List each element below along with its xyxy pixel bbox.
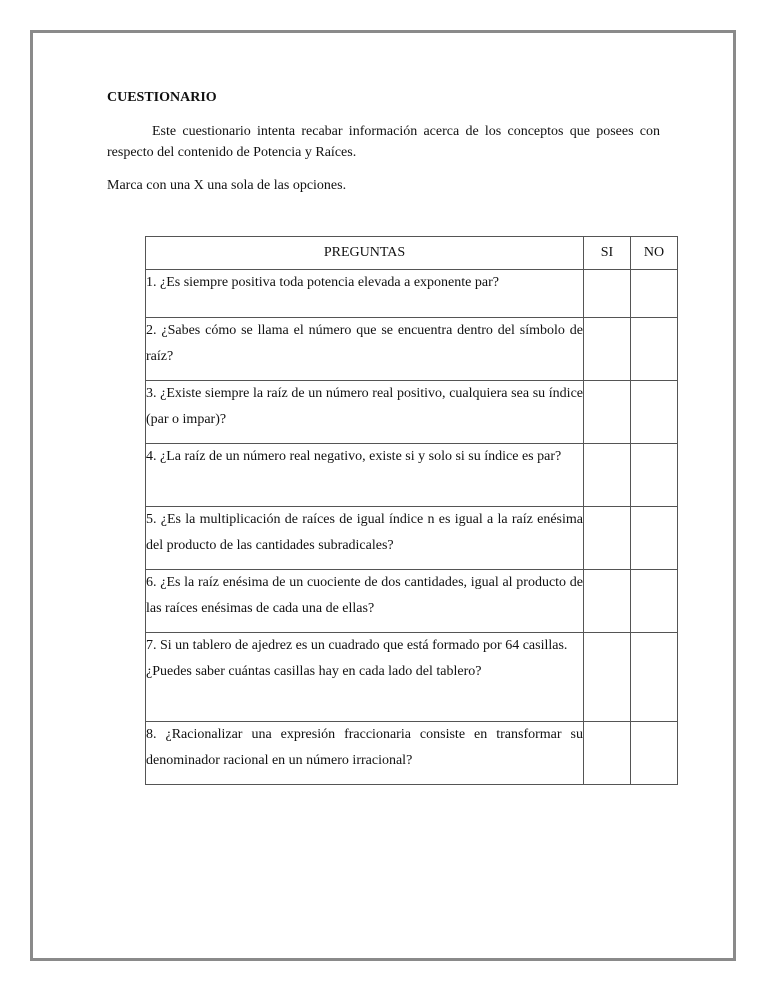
header-si: SI [584, 237, 631, 270]
answer-no-3[interactable] [631, 381, 678, 444]
question-1: 1. ¿Es siempre positiva toda potencia elevada a exponente par? [146, 270, 584, 318]
question-5: 5. ¿Es la multiplicación de raíces de igual índice n es igual a la raíz enésima del producto de las cantidades subradicales? [146, 507, 584, 570]
answer-no-5[interactable] [631, 507, 678, 570]
answer-si-5[interactable] [584, 507, 631, 570]
answer-si-8[interactable] [584, 722, 631, 785]
answer-no-1[interactable] [631, 270, 678, 318]
table-row [146, 722, 678, 785]
table-row [146, 444, 678, 507]
answer-no-6[interactable] [631, 570, 678, 633]
question-4: 4. ¿La raíz de un número real negativo, existe si y solo si su índice es par? [146, 444, 584, 507]
answer-si-3[interactable] [584, 381, 631, 444]
table-row [146, 570, 678, 633]
answer-no-2[interactable] [631, 318, 678, 381]
question-7-part-1: 7. Si un tablero de ajedrez es un cuadrado que está formado por 64 casillas. [146, 638, 568, 653]
question-8: 8. ¿Racionalizar una expresión fraccionaria consiste en transformar su denominador racional en un número irracional? [146, 722, 584, 785]
table-row [146, 633, 678, 722]
answer-si-2[interactable] [584, 318, 631, 381]
instruction-text: Marca con una X una sola de las opciones. [107, 178, 347, 193]
table-row [146, 381, 678, 444]
answer-si-4[interactable] [584, 444, 631, 507]
header-preguntas: PREGUNTAS [146, 237, 584, 270]
table-row [146, 507, 678, 570]
header-no: NO [631, 237, 678, 270]
answer-no-8[interactable] [631, 722, 678, 785]
answer-si-1[interactable] [584, 270, 631, 318]
question-7 [146, 633, 584, 722]
document-title: CUESTIONARIO [107, 90, 217, 105]
question-2: 2. ¿Sabes cómo se llama el número que se encuentra dentro del símbolo de raíz? [146, 318, 584, 381]
table-header-row [146, 237, 678, 270]
intro-paragraph: Este cuestionario intenta recabar información acerca de los conceptos que posees con respecto del contenido de Potencia y Raíces. [107, 124, 660, 160]
answer-si-7[interactable] [584, 633, 631, 722]
question-3: 3. ¿Existe siempre la raíz de un número real positivo, cualquiera sea su índice (par o impar)? [146, 381, 584, 444]
table-row [146, 270, 678, 318]
question-7-part-2: ¿Puedes saber cuántas casillas hay en cada lado del tablero? [146, 664, 482, 679]
question-6: 6. ¿Es la raíz enésima de un cuociente de dos cantidades, igual al producto de las raíces enésimas de cada una de ellas? [146, 570, 584, 633]
table-row [146, 318, 678, 381]
answer-si-6[interactable] [584, 570, 631, 633]
questionnaire-table [145, 236, 678, 785]
answer-no-4[interactable] [631, 444, 678, 507]
answer-no-7[interactable] [631, 633, 678, 722]
